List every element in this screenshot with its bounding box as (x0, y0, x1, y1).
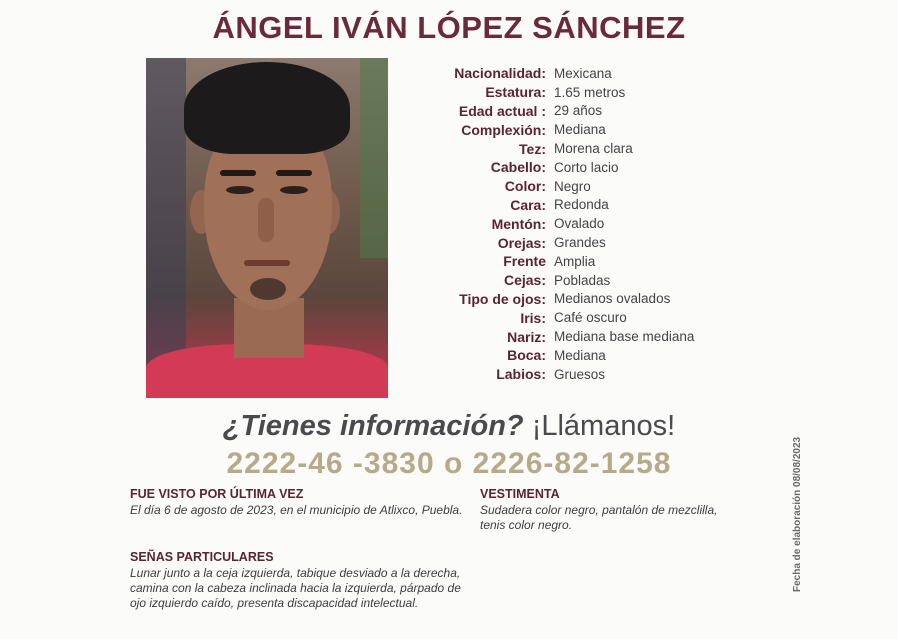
detail-value: Medianos ovalados (554, 291, 671, 307)
cta-question: ¿Tienes información? (222, 410, 524, 442)
detail-value: Negro (554, 178, 591, 194)
phone-numbers: 2222-46 -3830 o 2226-82-1258 (226, 447, 672, 480)
detail-value: Mediana (554, 122, 606, 138)
detail-label: Color: (504, 178, 546, 195)
detail-label: Cejas: (503, 272, 546, 289)
detail-label: Iris: (520, 309, 546, 326)
detail-row (400, 177, 694, 196)
detail-label: Estatura: (485, 84, 546, 101)
detail-value: Corto lacio (554, 159, 619, 175)
detail-row (400, 308, 694, 327)
detail-value: Morena clara (554, 141, 633, 157)
detail-value: 29 años (554, 103, 603, 119)
detail-label: Cara: (510, 196, 546, 213)
detail-label: Mentón: (491, 215, 546, 232)
detail-row (400, 83, 694, 102)
detail-label: Boca: (507, 347, 546, 364)
detail-value: Grandes (554, 235, 606, 251)
detail-row (400, 139, 694, 158)
detail-value: Mexicana (554, 65, 612, 81)
marks-title: SEÑAS PARTICULARES (130, 550, 274, 564)
detail-value: Redonda (554, 197, 609, 213)
detail-value: Café oscuro (554, 310, 627, 326)
description-list (400, 64, 694, 384)
detail-value: Pobladas (554, 272, 611, 288)
person-photo (146, 58, 388, 398)
detail-row (400, 120, 694, 139)
person-name: ÁNGEL IVÁN LÓPEZ SÁNCHEZ (212, 10, 686, 45)
detail-label: Nacionalidad: (454, 65, 546, 82)
info-call-to-action (0, 410, 898, 443)
last-seen-text: El día 6 de agosto de 2023, en el municipio de Atlixco, Puebla. (130, 503, 463, 517)
detail-label: Tez: (519, 140, 546, 157)
detail-row (400, 64, 694, 83)
detail-label: Frente (503, 253, 546, 270)
detail-label: Orejas: (497, 234, 546, 251)
detail-row (400, 252, 694, 271)
detail-label: Cabello: (490, 159, 546, 176)
detail-value: Gruesos (554, 366, 606, 382)
detail-value: 1.65 metros (554, 84, 626, 100)
detail-label: Complexión: (461, 121, 546, 138)
cta-call: ¡Llámanos! (531, 410, 676, 442)
detail-label: Labios: (496, 366, 546, 383)
last-seen-title: FUE VISTO POR ÚLTIMA VEZ (130, 487, 304, 501)
detail-row (400, 365, 694, 384)
detail-value: Amplia (554, 253, 596, 269)
detail-row (400, 233, 694, 252)
clothing-title: VESTIMENTA (480, 487, 560, 501)
detail-label: Edad actual : (458, 102, 546, 119)
detail-row (400, 214, 694, 233)
detail-value: Mediana base mediana (554, 329, 695, 345)
detail-row (400, 346, 694, 365)
detail-value: Mediana (554, 347, 606, 363)
detail-row (400, 290, 694, 309)
detail-row (400, 327, 694, 346)
date-label: Fecha de elaboración 08/08/2023 (792, 436, 803, 592)
detail-row (400, 271, 694, 290)
detail-label: Nariz: (507, 328, 546, 345)
marks-text: Lunar junto a la ceja izquierda, tabique desviado a la derecha, camina con la cabeza inclinada hacia la izquierda, párpado de ojo izquierdo caído, presenta discapacidad intelectual. (130, 566, 461, 610)
detail-row (400, 158, 694, 177)
detail-label: Tipo de ojos: (459, 290, 546, 307)
clothing-text: Sudadera color negro, pantalón de mezclilla, tenis color negro. (480, 503, 718, 532)
detail-row (400, 102, 694, 121)
detail-row (400, 196, 694, 215)
detail-value: Ovalado (554, 216, 605, 232)
